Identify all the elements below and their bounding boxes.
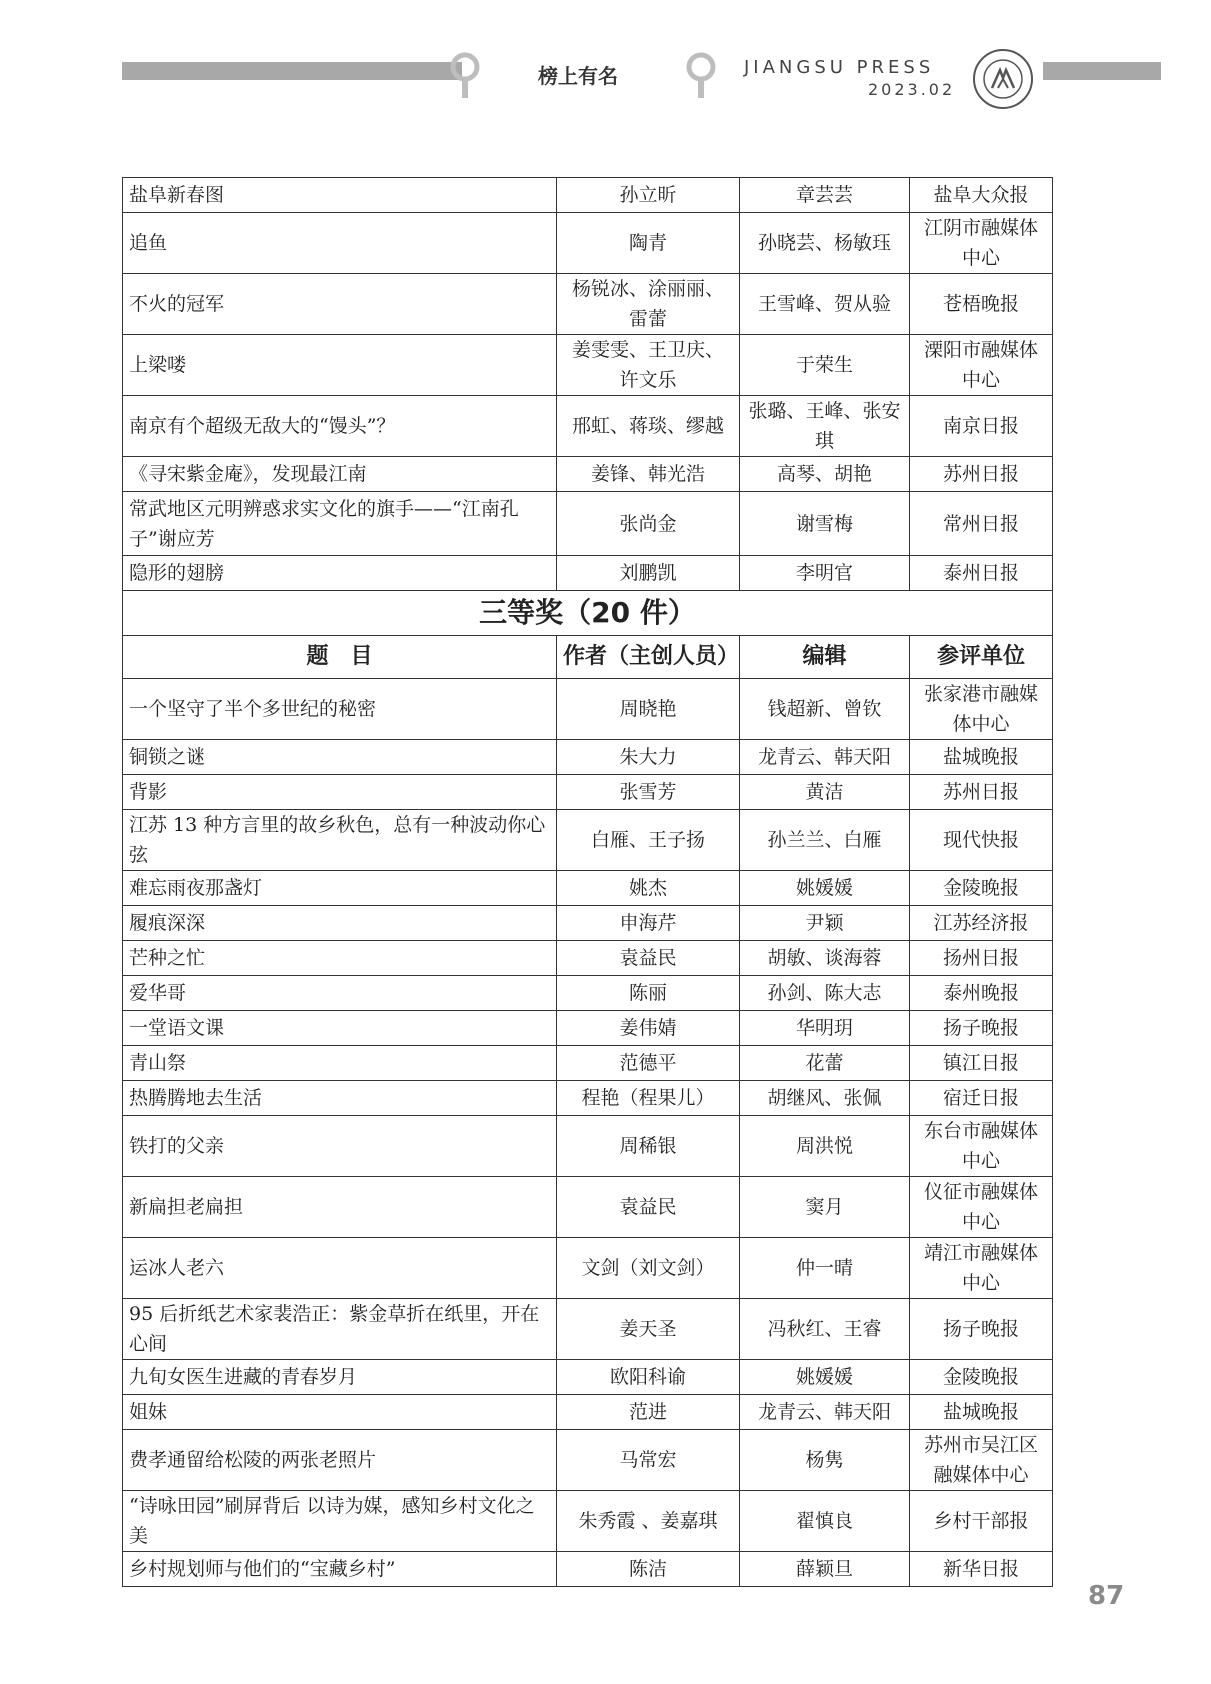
row-unit: 泰州晚报 (910, 976, 1053, 1011)
row-title: 青山祭 (123, 1046, 557, 1081)
column-header-author: 作者（主创人员） (557, 636, 740, 679)
row-title: 芒种之忙 (123, 941, 557, 976)
row-unit: 宿迁日报 (910, 1081, 1053, 1116)
row-author: 范德平 (557, 1046, 740, 1081)
row-editor: 薛颖旦 (740, 1552, 910, 1587)
row-unit: 南京日报 (910, 396, 1053, 457)
row-editor: 王雪峰、贺从验 (740, 274, 910, 335)
award-heading-row (123, 591, 1053, 636)
table-row (123, 335, 1053, 396)
row-title: 背影 (123, 775, 557, 810)
row-author: 邢虹、蒋琰、缪越 (557, 396, 740, 457)
row-author: 袁益民 (557, 941, 740, 976)
row-author: 程艳（程果儿） (557, 1081, 740, 1116)
section-label: 榜上有名 (538, 64, 618, 88)
table-row (123, 1046, 1053, 1081)
row-unit: 仪征市融媒体中心 (910, 1177, 1053, 1238)
table-row (123, 1299, 1053, 1360)
row-title: 姐妹 (123, 1395, 557, 1430)
row-title: 爱华哥 (123, 976, 557, 1011)
row-author: 周稀银 (557, 1116, 740, 1177)
row-unit: 盐城晚报 (910, 1395, 1053, 1430)
third-prize-rows (123, 679, 1053, 1587)
row-unit: 常州日报 (910, 492, 1053, 556)
third-prize-heading: 三等奖（20 件） (123, 591, 1053, 636)
row-author: 周晓艳 (557, 679, 740, 740)
table-row (123, 556, 1053, 591)
row-editor: 周洪悦 (740, 1116, 910, 1177)
row-editor: 胡继风、张佩 (740, 1081, 910, 1116)
row-author: 杨锐冰、涂丽丽、雷蕾 (557, 274, 740, 335)
table-row (123, 740, 1053, 775)
pin-icon (684, 52, 718, 100)
table-row (123, 1177, 1053, 1238)
row-unit: 江阴市融媒体中心 (910, 213, 1053, 274)
row-editor: 花蕾 (740, 1046, 910, 1081)
row-unit: 溧阳市融媒体中心 (910, 335, 1053, 396)
row-author: 陶青 (557, 213, 740, 274)
row-editor: 章芸芸 (740, 178, 910, 213)
row-author: 张雪芳 (557, 775, 740, 810)
row-editor: 胡敏、谈海蓉 (740, 941, 910, 976)
row-unit: 江苏经济报 (910, 906, 1053, 941)
awards-table (122, 177, 1053, 1587)
table-row (123, 775, 1053, 810)
column-header-editor: 编辑 (740, 636, 910, 679)
row-author: 欧阳科谕 (557, 1360, 740, 1395)
row-unit: 金陵晚报 (910, 871, 1053, 906)
row-unit: 盐城晚报 (910, 740, 1053, 775)
row-unit: 乡村干部报 (910, 1491, 1053, 1552)
column-header-unit: 参评单位 (910, 636, 1053, 679)
table-row (123, 1491, 1053, 1552)
table-row (123, 1395, 1053, 1430)
row-unit: 新华日报 (910, 1552, 1053, 1587)
row-title: 不火的冠军 (123, 274, 557, 335)
row-unit: 泰州日报 (910, 556, 1053, 591)
row-unit: 苍梧晚报 (910, 274, 1053, 335)
row-author: 孙立昕 (557, 178, 740, 213)
row-title: 费孝通留给松陵的两张老照片 (123, 1430, 557, 1491)
row-author: 申海芹 (557, 906, 740, 941)
row-editor: 窦月 (740, 1177, 910, 1238)
table-row (123, 906, 1053, 941)
row-title: 九旬女医生进藏的青春岁月 (123, 1360, 557, 1395)
row-editor: 钱超新、曾钦 (740, 679, 910, 740)
row-editor: 翟慎良 (740, 1491, 910, 1552)
row-author: 张尚金 (557, 492, 740, 556)
row-title: 履痕深深 (123, 906, 557, 941)
row-author: 朱秀霞 、姜嘉琪 (557, 1491, 740, 1552)
table-row (123, 213, 1053, 274)
magazine-name: JIANGSU PRESS (744, 57, 935, 78)
table-row (123, 1238, 1053, 1299)
row-editor: 李明官 (740, 556, 910, 591)
table-row (123, 1011, 1053, 1046)
row-editor: 孙剑、陈大志 (740, 976, 910, 1011)
table-row (123, 1360, 1053, 1395)
table-row (123, 396, 1053, 457)
row-author: 文剑（刘文剑） (557, 1238, 740, 1299)
second-prize-rows (123, 178, 1053, 591)
row-title: 江苏 13 种方言里的故乡秋色，总有一种波动你心弦 (123, 810, 557, 871)
row-author: 袁益民 (557, 1177, 740, 1238)
row-title: 难忘雨夜那盏灯 (123, 871, 557, 906)
row-editor: 仲一晴 (740, 1238, 910, 1299)
table-row (123, 871, 1053, 906)
row-author: 姜锋、韩光浩 (557, 457, 740, 492)
row-title: 运冰人老六 (123, 1238, 557, 1299)
row-editor: 张璐、王峰、张安琪 (740, 396, 910, 457)
issue-number: 2023.02 (868, 80, 956, 99)
row-unit: 靖江市融媒体中心 (910, 1238, 1053, 1299)
row-author: 姜雯雯、王卫庆、许文乐 (557, 335, 740, 396)
row-editor: 于荣生 (740, 335, 910, 396)
row-author: 姜天圣 (557, 1299, 740, 1360)
page-number: 87 (1088, 1581, 1125, 1611)
table-row (123, 1081, 1053, 1116)
table-row (123, 976, 1053, 1011)
table-row (123, 941, 1053, 976)
magazine-seal-icon (972, 48, 1034, 110)
table-row (123, 274, 1053, 335)
row-title: 一个坚守了半个多世纪的秘密 (123, 679, 557, 740)
row-unit: 东台市融媒体中心 (910, 1116, 1053, 1177)
row-editor: 华明玥 (740, 1011, 910, 1046)
row-unit: 苏州日报 (910, 775, 1053, 810)
row-author: 马常宏 (557, 1430, 740, 1491)
row-title: 常武地区元明辨惑求实文化的旗手——“江南孔子”谢应芳 (123, 492, 557, 556)
row-editor: 龙青云、韩天阳 (740, 1395, 910, 1430)
row-unit: 苏州市吴江区融媒体中心 (910, 1430, 1053, 1491)
row-author: 范进 (557, 1395, 740, 1430)
header-left-bar (122, 62, 462, 80)
row-unit: 扬子晚报 (910, 1299, 1053, 1360)
row-editor: 姚媛媛 (740, 1360, 910, 1395)
row-author: 姜伟婧 (557, 1011, 740, 1046)
row-title: 隐形的翅膀 (123, 556, 557, 591)
table-row (123, 1430, 1053, 1491)
row-editor: 杨隽 (740, 1430, 910, 1491)
row-title: 新扁担老扁担 (123, 1177, 557, 1238)
header-right-bar (1043, 62, 1161, 80)
row-author: 朱大力 (557, 740, 740, 775)
row-editor: 冯秋红、王睿 (740, 1299, 910, 1360)
column-header-row (123, 636, 1053, 679)
table-row (123, 492, 1053, 556)
row-editor: 孙晓芸、杨敏珏 (740, 213, 910, 274)
row-unit: 扬州日报 (910, 941, 1053, 976)
table-row (123, 178, 1053, 213)
row-editor: 姚媛媛 (740, 871, 910, 906)
table-row (123, 679, 1053, 740)
row-title: 南京有个超级无敌大的“馒头”？ (123, 396, 557, 457)
row-author: 陈丽 (557, 976, 740, 1011)
table-row (123, 1552, 1053, 1587)
row-author: 陈洁 (557, 1552, 740, 1587)
row-title: 盐阜新春图 (123, 178, 557, 213)
row-title: 《寻宋紫金庵》，发现最江南 (123, 457, 557, 492)
row-unit: 苏州日报 (910, 457, 1053, 492)
row-unit: 张家港市融媒体中心 (910, 679, 1053, 740)
column-header-title: 题 目 (123, 636, 557, 679)
row-title: 乡村规划师与他们的“宝藏乡村” (123, 1552, 557, 1587)
row-title: “诗咏田园”刷屏背后 以诗为媒，感知乡村文化之美 (123, 1491, 557, 1552)
row-editor: 谢雪梅 (740, 492, 910, 556)
row-title: 热腾腾地去生活 (123, 1081, 557, 1116)
row-unit: 镇江日报 (910, 1046, 1053, 1081)
row-unit: 盐阜大众报 (910, 178, 1053, 213)
row-author: 白雁、王子扬 (557, 810, 740, 871)
row-title: 铜锁之谜 (123, 740, 557, 775)
row-editor: 孙兰兰、白雁 (740, 810, 910, 871)
row-unit: 扬子晚报 (910, 1011, 1053, 1046)
row-editor: 龙青云、韩天阳 (740, 740, 910, 775)
table-row (123, 1116, 1053, 1177)
pin-icon (448, 52, 482, 100)
row-title: 追鱼 (123, 213, 557, 274)
table-row (123, 810, 1053, 871)
row-title: 95 后折纸艺术家裴浩正：紫金草折在纸里，开在心间 (123, 1299, 557, 1360)
row-title: 铁打的父亲 (123, 1116, 557, 1177)
row-editor: 尹颖 (740, 906, 910, 941)
row-editor: 黄洁 (740, 775, 910, 810)
row-title: 上梁喽 (123, 335, 557, 396)
row-author: 刘鹏凯 (557, 556, 740, 591)
row-author: 姚杰 (557, 871, 740, 906)
row-editor: 高琴、胡艳 (740, 457, 910, 492)
table-row (123, 457, 1053, 492)
row-unit: 现代快报 (910, 810, 1053, 871)
row-unit: 金陵晚报 (910, 1360, 1053, 1395)
row-title: 一堂语文课 (123, 1011, 557, 1046)
